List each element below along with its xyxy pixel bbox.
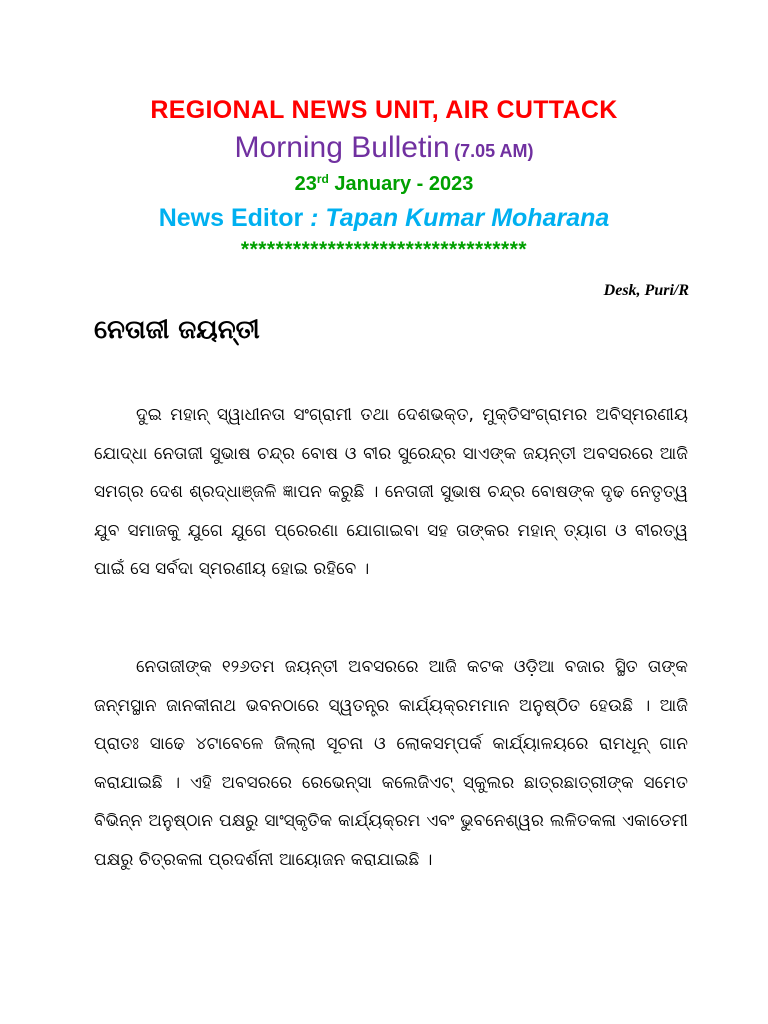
bulletin-title-line — [0, 126, 768, 168]
news-editor-line — [0, 200, 768, 236]
editor-name: : Tapan Kumar Moharana — [310, 204, 610, 232]
bulletin-title: Morning Bulletin — [234, 131, 450, 164]
star-divider: ********************************* — [240, 238, 528, 261]
desk-credit: Desk, Puri/R — [603, 282, 689, 299]
editor-label: News Editor — [158, 204, 304, 232]
article-paragraph-1: ଦୁଇ ମହାନ୍ ସ୍ୱାଧୀନତା ସଂଗ୍ରାମୀ ତଥା ଦେଶଭକ୍ତ, ମୁକ୍ତିସଂଗ୍ରାମର ଅବିସ୍ମରଣୀୟ ଯୋଦ୍ଧା ନେତାଜୀ ସୁଭାଷ ଚନ୍ଦ୍ର ବୋଷ ଓ ବୀର ସୁରେନ୍ଦ୍ର ସାଏଙ୍କ ଜୟନ୍ତୀ ଅବସରରେ ଆଜି ସମଗ୍ର ଦେଶ ଶ୍ରଦ୍ଧାଞ୍ଜଳି ଜ୍ଞାପନ କରୁଛି । ନେତାଜୀ ସୁଭାଷ ଚନ୍ଦ୍ର ବୋଷଙ୍କ ଦୃଢ ନେତୃତ୍ୱ ଯୁବ ସମାଜକୁ ଯୁଗେ ଯୁଗେ ପ୍ରେରଣା ଯୋଗାଇବା ସହ ତାଙ୍କର ମହାନ୍ ତ୍ୟାଗ ଓ ବୀରତ୍ୱ ପାଇଁ ସେ ସର୍ବଦା ସ୍ମରଣୀୟ ହୋଇ ରହିବେ । — [94, 405, 688, 580]
date-month-year: January - 2023 — [328, 173, 474, 195]
date-day: 23 — [294, 173, 317, 195]
date-suffix: rd — [316, 172, 329, 186]
article-paragraph-2: ନେତାଜୀଙ୍କ ୧୨୬ତମ ଜୟନ୍ତୀ ଅବସରରେ ଆଜି କଟକ ଓଡ଼ିଆ ବଜାର ସ୍ଥିତ ତାଙ୍କ ଜନ୍ମସ୍ଥାନ ଜାନକୀନାଥ ଭବନଠାରେ ସ୍ୱତନ୍ତ୍ର କାର୍ଯ୍ୟକ୍ରମମାନ ଅନୁଷ୍ଠିତ ହେଉଛି । ଆଜି ପ୍ରାତଃ ସାଢେ ୪ଟାବେଳେ ଜିଲ୍ଲା ସୂଚନା ଓ ଲୋକସମ୍ପର୍କ କାର୍ଯ୍ୟାଳୟରେ ରାମଧୂନ୍ ଗାନ କରାଯାଇଛି । ଏହି ଅବସରରେ ରେଭେନ୍ସା କଲେଜିଏଟ୍ ସ୍କୁଲର ଛାତ୍ରଛାତ୍ରୀଙ୍କ ସମେତ ବିଭିନ୍ନ ଅନୁଷ୍ଠାନ ପକ୍ଷରୁ ସାଂସ୍କୃତିକ କାର୍ଯ୍ୟକ୍ରମ ଏବଂ ଭୁବନେଶ୍ୱର ଲଳିତକଳା ଏକାଡେମୀ ପକ୍ଷରୁ ଚିତ୍ରକଳା ପ୍ରଦର୍ଶନୀ ଆୟୋଜନ କରାଯାଇଛି । — [94, 657, 688, 870]
bulletin-time: (7.05 AM) — [454, 141, 534, 161]
bulletin-header — [0, 92, 768, 264]
news-unit-title: REGIONAL NEWS UNIT, AIR CUTTACK — [150, 96, 618, 124]
article-title: ନେତାଜୀ ଜୟନ୍ତୀ — [94, 315, 260, 345]
bulletin-date — [0, 168, 768, 200]
